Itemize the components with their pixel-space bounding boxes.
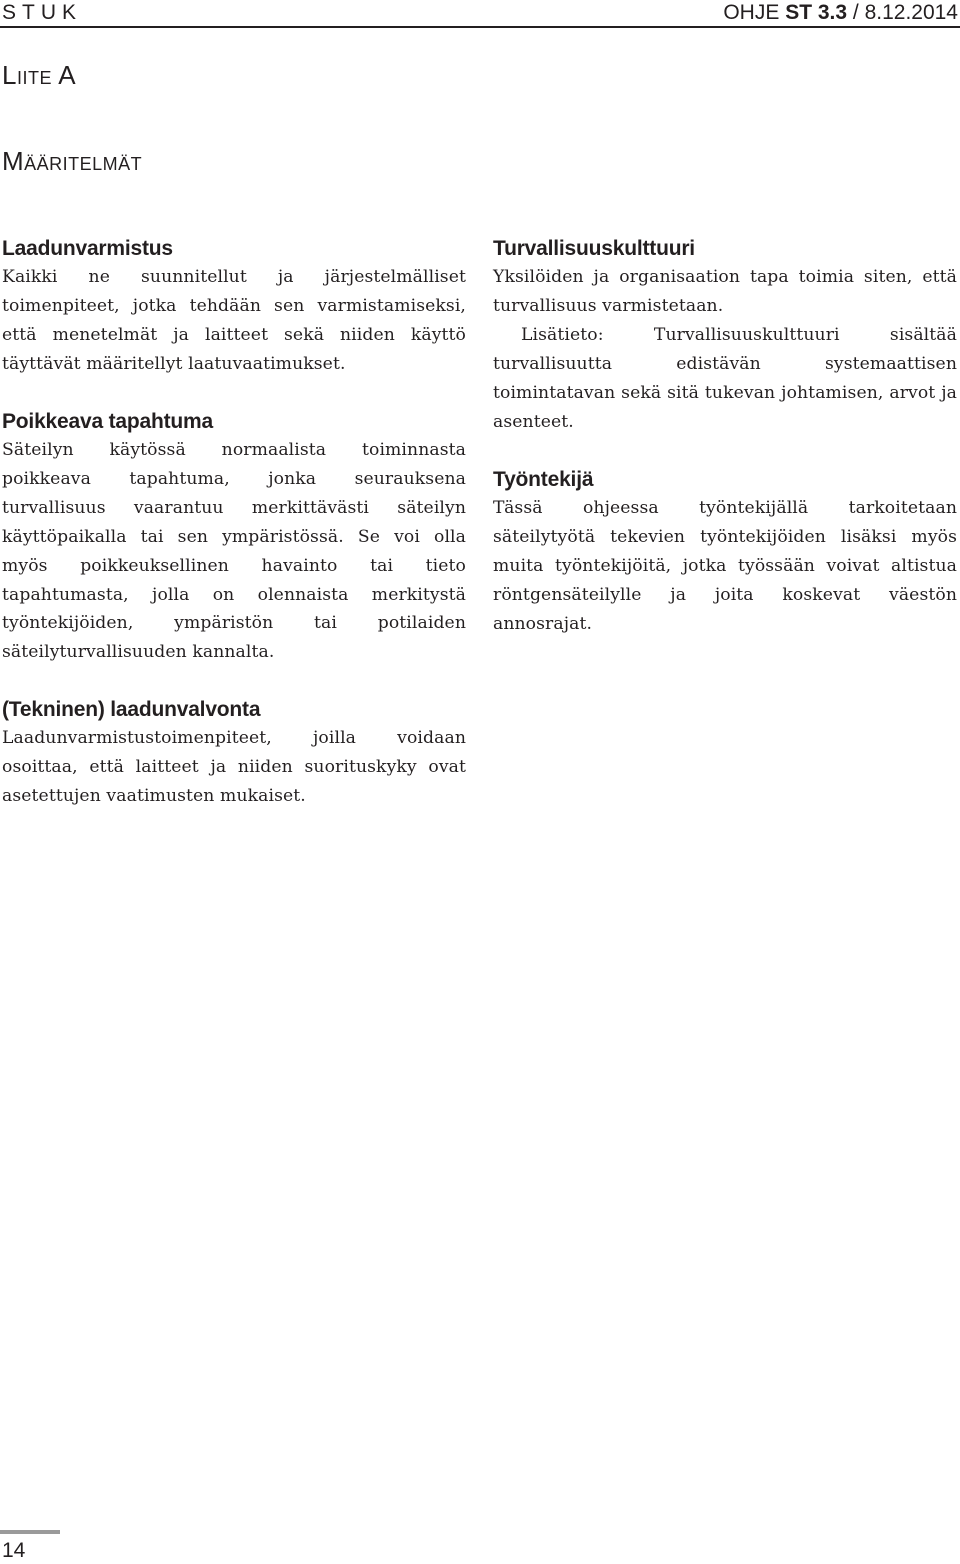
definition-tyontekija	[493, 465, 957, 639]
definition-term: Laadunvarmistus	[2, 237, 173, 260]
definition-text: Yksilöiden ja organisaation tapa toimia siten, että turvallisuus varmistetaan.	[493, 267, 957, 316]
definition-turvallisuuskulttuuri	[493, 234, 957, 436]
definition-laadunvarmistus	[2, 234, 466, 379]
definition-text: Tässä ohjeessa työntekijällä tarkoitetaan säteilytyötä tekevien työntekijöiden lisäksi myös muita työntekijöitä, jotka työssään voivat altistua röntgensäteilylle ja joita koskevat väestön annosrajat.	[493, 498, 957, 634]
definition-tekninen-laadunvalvonta	[2, 695, 466, 811]
definition-poikkeava-tapahtuma	[2, 407, 466, 667]
definition-term: (Tekninen) laadunvalvonta	[2, 698, 261, 721]
definition-text: Säteilyn käytössä normaalista toiminnasta poikkeava tapahtuma, jonka seurauksena turvallisuus vaarantuu merkittävästi säteilyn käyttöpaikalla tai sen ympäristössä. Se voi olla myös poikkeuksellinen havainto tai tieto tapahtumasta, jolla on olennaista merkitystä työntekijöiden, ympäristön tai potilaiden säteilyturvallisuuden kannalta.	[2, 440, 466, 663]
page-number: 14	[2, 1539, 26, 1562]
definition-term: Turvallisuuskulttuuri	[493, 237, 695, 260]
guide-prefix: OHJE	[723, 1, 786, 24]
page-header	[0, 0, 960, 26]
guide-code: ST 3.3	[785, 1, 848, 24]
footer-rule	[0, 1530, 60, 1534]
appendix-title: Liite A	[2, 60, 77, 90]
section-title: Määritelmät	[2, 146, 143, 176]
guide-date: / 8.12.2014	[847, 1, 958, 24]
definition-note: Lisätieto: Turvallisuuskulttuuri sisältää turvallisuutta edistävän systemaattisen toimintatavan sekä sitä tukevan johtamisen, arvot ja asenteet.	[493, 324, 957, 432]
org-name: STUK	[2, 1, 83, 24]
definition-text: Laadunvarmistustoimenpiteet, joilla voidaan osoittaa, että laitteet ja niiden suorituskyky ovat asetettujen vaatimusten mukaiset.	[2, 728, 466, 806]
definition-term: Poikkeava tapahtuma	[2, 410, 213, 433]
definition-text: Kaikki ne suunnitellut ja järjestelmälliset toimenpiteet, jotka tehdään sen varmistamiseksi, että menetelmät ja laitteet sekä niiden käyttö täyttävät määritellyt laatuvaatimukset.	[2, 267, 466, 374]
definition-term: Työntekijä	[493, 468, 594, 491]
header-rule	[0, 26, 960, 28]
guide-reference	[723, 1, 958, 25]
